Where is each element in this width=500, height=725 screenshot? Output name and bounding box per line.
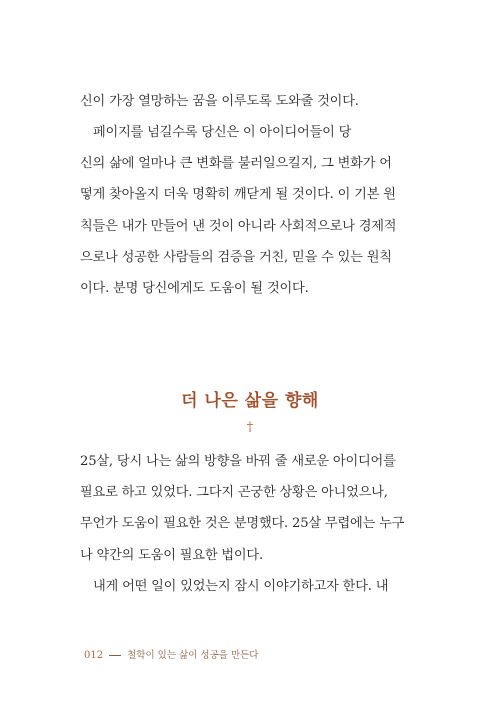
text-line: 필요로 하고 있었다. 그다지 곤궁한 상황은 아니었으나, (80, 485, 388, 501)
text-line: 이다. 분명 당신에게도 도움이 될 것이다. (80, 281, 309, 297)
text-line: 신의 삶에 얼마나 큰 변화를 불러일으킬지, 그 변화가 어 (80, 156, 392, 172)
text-line: 떻게 찾아올지 더욱 명확히 깨닫게 될 것이다. 이 기본 원 (80, 187, 396, 203)
text-line: 페이지를 넘길수록 당신은 이 아이디어들이 당 (93, 125, 352, 140)
paragraph-story (80, 571, 410, 602)
page-number: 012 (84, 650, 104, 661)
text-line: 칙들은 내가 만들어 낸 것이 아니라 사회적으로나 경제적 (80, 218, 397, 234)
text-line: 25살, 당시 나는 삶의 방향을 바꿔 줄 새로운 아이디어를 (80, 454, 396, 469)
footer-rule (109, 655, 121, 656)
paragraph-age-25 (80, 446, 410, 571)
running-title: 철학이 있는 삶이 성공을 만든다 (127, 650, 259, 661)
text-line: 무언가 도움이 필요한 것은 분명했다. 25살 무렵에는 누구 (80, 516, 405, 532)
page-footer (84, 647, 258, 661)
paragraph-continuation (80, 86, 410, 117)
text-line: 신이 가장 열망하는 꿈을 이루도록 도와줄 것이다. (80, 94, 359, 109)
cross-ornament-icon: † (246, 420, 254, 435)
text-line: 으로나 성공한 사람들의 검증을 거친, 믿을 수 있는 원칙 (80, 249, 392, 265)
text-line: 내게 어떤 일이 있었는지 잠시 이야기하고자 한다. 내 (93, 579, 389, 594)
section-heading: 더 나은 삶을 향해 (181, 391, 319, 411)
paragraph-principles (80, 117, 410, 304)
text-line: 나 약간의 도움이 필요한 법이다. (80, 547, 263, 563)
